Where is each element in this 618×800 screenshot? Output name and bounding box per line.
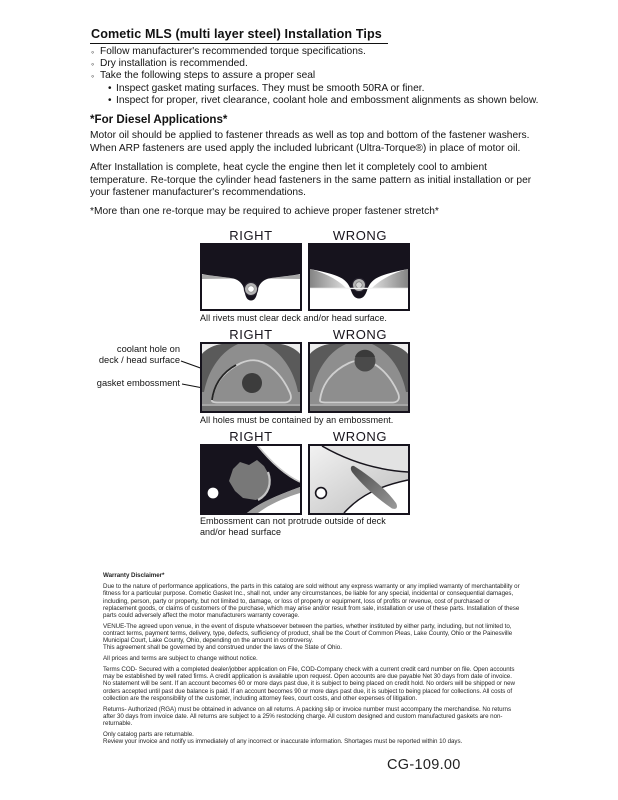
right-label-row2: RIGHT	[229, 327, 273, 342]
retorque-note: *More than one re-torque may be required to achieve proper fastener stretch*	[90, 206, 439, 217]
solid-bullet-icon: •	[108, 82, 112, 94]
row3-caption-line1: Embossment can not protrude outside of deck	[200, 516, 386, 526]
list-item	[91, 70, 538, 82]
wrong-label-row1: WRONG	[332, 228, 388, 243]
row3-caption	[200, 516, 386, 538]
diagram-protrusion-right	[200, 444, 302, 515]
list-item	[91, 46, 538, 58]
tip-text: Follow manufacturer's recommended torque specifications.	[100, 46, 366, 57]
tip-text: Dry installation is recommended.	[100, 58, 248, 70]
list-item	[91, 95, 538, 107]
rivet-wrong-art	[310, 245, 408, 309]
diagram-embossment-right	[200, 342, 302, 413]
tip-text: Inspect for proper, rivet clearance, coolant hole and embossment alignments as shown below.	[116, 94, 539, 106]
embossment-wrong-art	[310, 344, 408, 411]
row3-caption-line2: and/or head surface	[200, 527, 282, 537]
diesel-paragraph-2: After Installation is complete, heat cycle the engine then let it completely cool to ambient temperature. Re-torque the cylinder head fasteners in the same pattern as initial installation or per your fastener manufacturer's recommendations.	[90, 162, 532, 199]
embossment-right-art	[202, 344, 300, 411]
protrusion-wrong-art	[310, 446, 408, 513]
row2-caption: All holes must be contained by an embossment.	[200, 415, 394, 425]
prices-paragraph: All prices and terms are subject to change without notice.	[103, 655, 258, 663]
coolant-hole-label	[88, 344, 180, 365]
wrong-label-row3: WRONG	[332, 429, 388, 444]
right-label-row1: RIGHT	[229, 228, 273, 243]
coolant-hole-label-line1: coolant hole on	[116, 344, 180, 354]
returns-paragraph: Returns- Authorized (RGA) must be obtained in advance on all returns. A packing slip or invoice number must accompany the merchandise. No returns after 30 days from invoice date. All returns are subject to a 25% restocking charge. All custom designed and custom manufactured gaskets are non-returnable.	[103, 705, 512, 728]
open-bullet-icon: ◦	[91, 47, 95, 57]
solid-bullet-icon: •	[108, 94, 112, 106]
diesel-paragraph-1: Motor oil should be applied to fastener threads as well as top and bottom of the fastener washers. When ARP fasteners are used apply the included lubricant (Ultra-Torque®) in place of motor oil.	[90, 130, 530, 154]
warranty-disclaimer-heading: Warranty Disclaimer*	[103, 572, 165, 579]
diagram-rivet-wrong	[308, 243, 410, 311]
legal-section	[103, 572, 520, 749]
diagram-embossment-wrong	[308, 342, 410, 413]
wrong-label-row2: WRONG	[332, 327, 388, 342]
terms-cod-paragraph: Terms COD- Secured with a completed dealer/jobber application on File, COD-Company check with a current credit card number on file. Open accounts may be established by well rated firms. A credit application is available upon request. Open accounts are due payable Net 30 days from date of invoice. No statement will be sent. If an account becomes 60 or more days past due, it is subject to being placed on credit hold. No orders will be shipped or new orders accepted until past due balance is paid. If an account becomes 90 or more days past due, it is subject to being placed for collections. All costs of collection are the responsibility of the customer, including attorney fees, court costs, and other expenses of litigation.	[103, 666, 515, 702]
venue-paragraph	[103, 623, 520, 652]
list-item	[91, 83, 538, 95]
tip-text: Take the following steps to assure a proper seal	[100, 70, 316, 82]
venue-governing-law: This agreement shall be governed by and construed under the laws of the State of Ohio.	[103, 644, 342, 652]
only-catalog-text: Only catalog parts are returnable.	[103, 730, 194, 738]
rivet-right-art	[202, 245, 300, 309]
coolant-hole-label-line2: deck / head surface	[98, 354, 180, 365]
page-title: Cometic MLS (multi layer steel) Installation Tips	[90, 27, 388, 44]
diagram-protrusion-wrong	[308, 444, 410, 515]
open-bullet-icon: ◦	[91, 59, 95, 70]
returnable-paragraph	[103, 731, 520, 745]
row1-caption: All rivets must clear deck and/or head surface.	[200, 313, 387, 323]
page-number: CG-109.00	[387, 757, 461, 773]
review-invoice-text: Review your invoice and notify us immediately of any incorrect or inaccurate information. Shortages must be reported within 10 days.	[103, 738, 463, 746]
gasket-embossment-label: gasket embossment	[96, 378, 180, 388]
right-label-row3: RIGHT	[229, 429, 273, 444]
installation-tips-list	[91, 46, 538, 107]
venue-text: VENUE-The agreed upon venue, in the event of dispute whatsoever between the parties, whether instituted by either party, including, but not limited to, contract terms, payment terms, delivery, type, defects, sufficiency of product, shall be the Court of Common Pleas, Lake County, Ohio or the Painesville Municipal Court, Lake County, Ohio, depending on the amount in controversy.	[103, 622, 513, 645]
diesel-section-heading: *For Diesel Applications*	[90, 113, 228, 126]
protrusion-right-art	[202, 446, 300, 513]
open-bullet-icon: ◦	[91, 71, 95, 82]
list-item	[91, 58, 538, 70]
diagram-rivet-right	[200, 243, 302, 311]
tip-text: Inspect gasket mating surfaces. They must be smooth 50RA or finer.	[116, 82, 425, 94]
warranty-paragraph: Due to the nature of performance applications, the parts in this catalog are sold without any express warranty or any implied warranty of merchantability or fitness for a particular purpose. Cometic Gasket Inc., shall not, under any circumstances, be liable for any special, incidental or consequential damages, including, person, party or property, but not limited to, damage, or loss of property or equipment, loss of profits or revenue, cost of purchased or replacement goods, or claims of customers of the purchase, which may arise and/or result from sale, installation or use of these parts. Installation of these parts could adversely affect the motor manufacturers warranty coverage.	[103, 583, 520, 620]
